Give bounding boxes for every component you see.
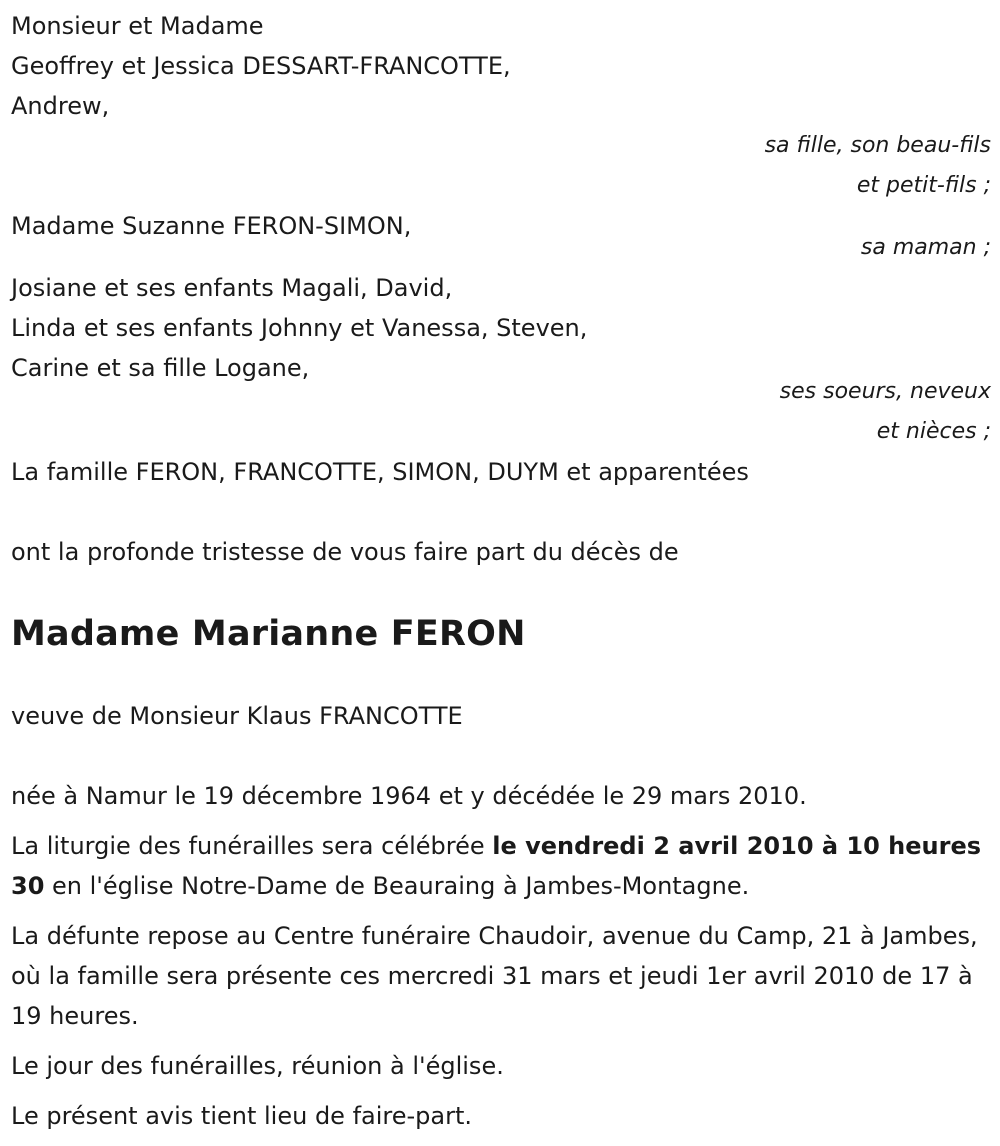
deceased-name: Madame Marianne FERON bbox=[11, 614, 526, 654]
meeting-text: Le jour des funérailles, réunion à l'église. bbox=[11, 1052, 504, 1080]
relation-line: ses soeurs, neveux bbox=[779, 379, 991, 404]
family-line: Monsieur et Madame bbox=[11, 12, 264, 40]
birth-death-text: née à Namur le 19 décembre 1964 et y décédée le 29 mars 2010. bbox=[11, 782, 807, 810]
family-line: Geoffrey et Jessica DESSART-FRANCOTTE, bbox=[11, 52, 511, 80]
family-line: Linda et ses enfants Johnny et Vanessa, Steven, bbox=[11, 314, 588, 342]
relation-line: et petit-fils ; bbox=[856, 173, 991, 198]
family-line: Carine et sa fille Logane, bbox=[11, 354, 310, 382]
obituary-notice bbox=[11, 6, 991, 1146]
repose-text: La défunte repose au Centre funéraire Chaudoir, avenue du Camp, 21 à Jambes, où la famille sera présente ces mercredi 31 mars et jeudi 1er avril 2010 de 17 à 19 heures. bbox=[11, 922, 978, 1030]
family-line: Andrew, bbox=[11, 92, 110, 120]
relation-line: et nièces ; bbox=[876, 419, 991, 444]
announcement-text: ont la profonde tristesse de vous faire part du décès de bbox=[11, 538, 679, 566]
family-line: La famille FERON, FRANCOTTE, SIMON, DUYM et apparentées bbox=[11, 458, 749, 486]
widow-of-text: veuve de Monsieur Klaus FRANCOTTE bbox=[11, 702, 463, 730]
relation-line: sa maman ; bbox=[860, 235, 991, 260]
liturgy-text bbox=[11, 826, 991, 906]
family-line: Madame Suzanne FERON-SIMON, bbox=[11, 212, 412, 240]
relation-line: sa fille, son beau-fils bbox=[764, 133, 991, 158]
liturgy-suffix: en l'église Notre-Dame de Beauraing à Jambes-Montagne. bbox=[44, 872, 750, 900]
family-line: Josiane et ses enfants Magali, David, bbox=[11, 274, 453, 302]
liturgy-date: le vendredi 2 avril 2010 à 10 heures 30 bbox=[11, 832, 982, 900]
liturgy-prefix: La liturgie des funérailles sera célébrée bbox=[11, 832, 493, 860]
notice-text: Le présent avis tient lieu de faire-part. bbox=[11, 1102, 473, 1130]
